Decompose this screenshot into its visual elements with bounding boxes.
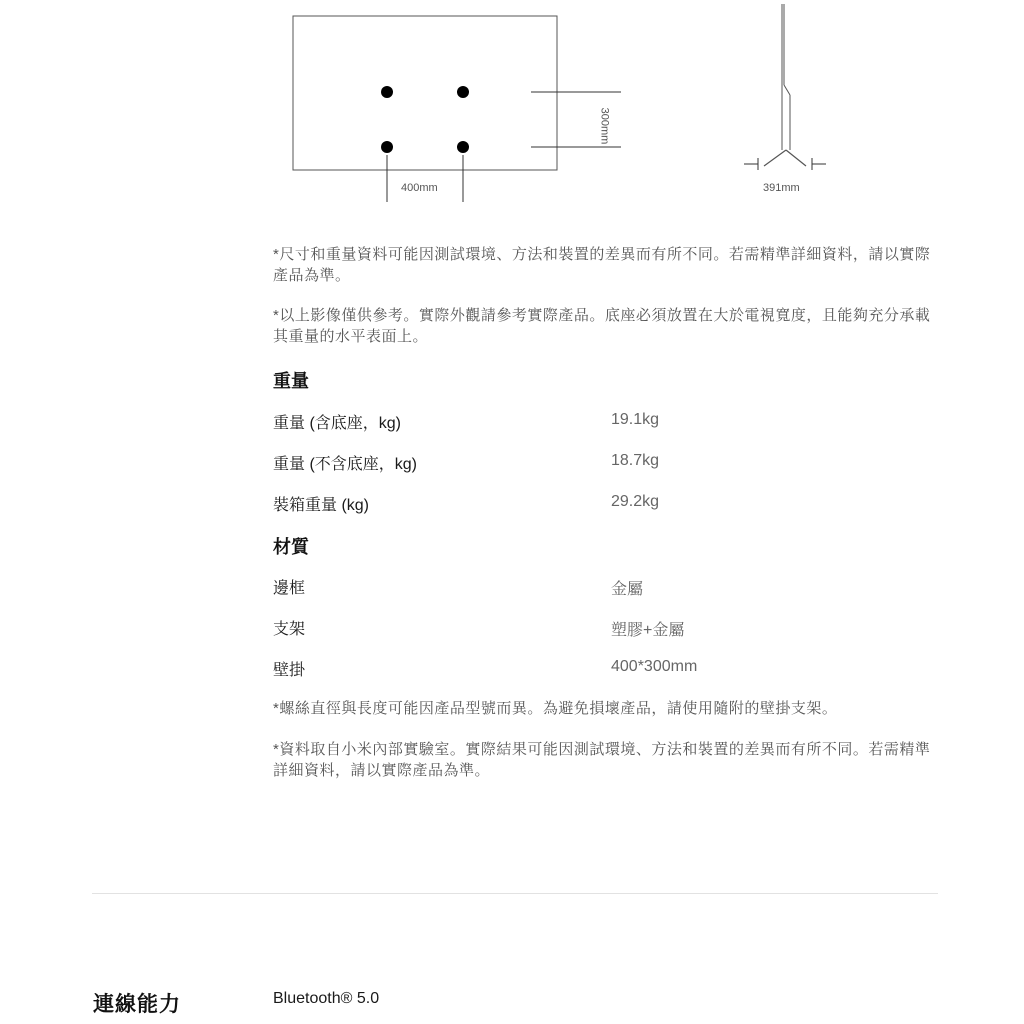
spec-value-wall-mount: 400*300mm bbox=[611, 658, 698, 675]
spec-label-frame: 邊框 bbox=[273, 580, 306, 597]
mount-hole bbox=[381, 86, 393, 98]
spec-label-stand: 支架 bbox=[273, 621, 306, 638]
spec-value-package-weight: 29.2kg bbox=[611, 493, 660, 510]
spec-label-weight-without-stand: 重量 (不含底座，kg) bbox=[273, 456, 418, 473]
spec-label-package-weight: 裝箱重量 (kg) bbox=[273, 497, 370, 514]
lab-note: *資料取自小米內部實驗室。實際結果可能因測試環境、方法和裝置的差異而有所不同。若需精準詳細資料，請以實際產品為準。 bbox=[273, 741, 931, 779]
depth-label: 391mm bbox=[763, 182, 800, 194]
spec-label-weight-with-stand: 重量 (含底座，kg) bbox=[273, 415, 402, 432]
section-divider bbox=[92, 893, 938, 894]
material-section-title: 材質 bbox=[273, 537, 309, 557]
height-label: 300mm bbox=[598, 107, 611, 145]
screw-note: *螺絲直徑與長度可能因產品型號而異。為避免損壞產品，請使用隨附的壁掛支架。 bbox=[273, 700, 838, 717]
dimension-note: *尺寸和重量資料可能因測試環境、方法和裝置的差異而有所不同。若需精準詳細資料，請以實際產品為準。 bbox=[273, 246, 931, 284]
spec-value-weight-with-stand: 19.1kg bbox=[611, 411, 660, 428]
connectivity-value: Bluetooth® 5.0 bbox=[273, 990, 380, 1007]
spec-value-frame: 金屬 bbox=[611, 581, 644, 598]
spec-value-stand: 塑膠+金屬 bbox=[611, 622, 685, 639]
width-label: 400mm bbox=[401, 182, 438, 194]
connectivity-title: 連線能力 bbox=[93, 993, 181, 1016]
spec-value-weight-without-stand: 18.7kg bbox=[611, 452, 660, 469]
vesa-dimension-diagram bbox=[0, 0, 1024, 210]
tv-back-outline bbox=[293, 16, 557, 170]
depth-dimension-marker bbox=[744, 158, 826, 170]
mount-hole bbox=[381, 141, 393, 153]
mount-hole bbox=[457, 86, 469, 98]
mount-hole bbox=[457, 141, 469, 153]
tv-side-profile bbox=[764, 4, 806, 166]
weight-section-title: 重量 bbox=[273, 371, 309, 391]
image-note: *以上影像僅供參考。實際外觀請參考實際產品。底座必須放置在大於電視寬度，且能夠充分承載其重量的水平表面上。 bbox=[273, 307, 931, 345]
spec-label-wall-mount: 壁掛 bbox=[273, 662, 306, 679]
